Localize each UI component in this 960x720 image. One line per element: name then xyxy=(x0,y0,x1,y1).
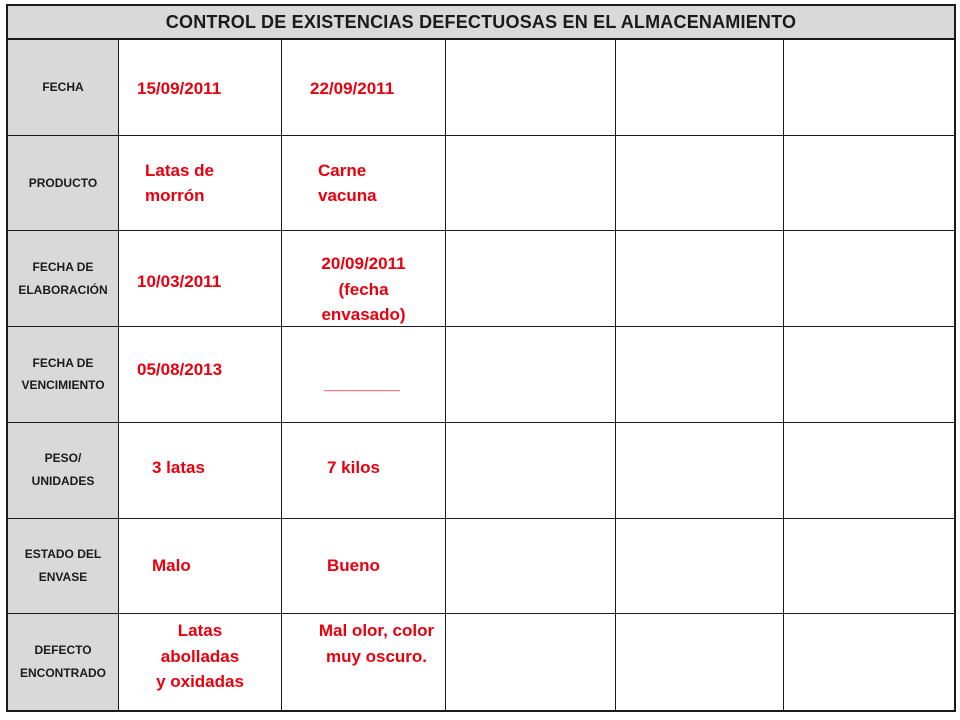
table-cell xyxy=(282,423,446,519)
table-cell xyxy=(282,40,446,136)
vencimiento-entry-1: 05/08/2013 xyxy=(137,360,223,380)
row-label-fecha: FECHA xyxy=(8,40,119,136)
empty-cell xyxy=(446,327,616,423)
empty-cell xyxy=(446,519,616,615)
peso-entry-1: 3 latas xyxy=(152,457,205,477)
empty-cell xyxy=(446,423,616,519)
empty-cell xyxy=(446,614,616,710)
producto-entry-1: Latas de morrón xyxy=(145,160,214,206)
table-cell xyxy=(282,519,446,615)
table-cell xyxy=(119,614,282,710)
elaboracion-entry-1: 10/03/2011 xyxy=(137,272,222,292)
stock-control-sheet xyxy=(6,4,956,712)
defecto-entry-1: Latas abolladas y oxidadas xyxy=(156,621,244,692)
empty-cell xyxy=(446,40,616,136)
row-label-estado-envase: ESTADO DEL ENVASE xyxy=(8,519,119,615)
empty-cell xyxy=(616,423,784,519)
fecha-entry-1: 15/09/2011 xyxy=(137,79,222,98)
estado-entry-2: Bueno xyxy=(327,555,380,575)
table-cell xyxy=(282,614,446,710)
estado-entry-1: Malo xyxy=(152,555,191,575)
table-cell xyxy=(119,519,282,615)
row-label-defecto-encontrado: DEFECTO ENCONTRADO xyxy=(8,614,119,710)
empty-cell xyxy=(616,136,784,232)
empty-cell xyxy=(446,231,616,327)
empty-cell xyxy=(616,614,784,710)
fecha-entry-2: 22/09/2011 xyxy=(310,79,395,98)
row-label-fecha-vencimiento: FECHA DE VENCIMIENTO xyxy=(8,327,119,423)
producto-entry-2: Carne vacuna xyxy=(318,160,377,206)
empty-cell xyxy=(784,231,954,327)
vencimiento-entry-2: ________ xyxy=(324,374,400,394)
row-label-producto: PRODUCTO xyxy=(8,136,119,232)
table-cell xyxy=(119,423,282,519)
table-cell xyxy=(119,231,282,327)
empty-cell xyxy=(616,40,784,136)
row-label-fecha-elaboracion: FECHA DE ELABORACIÓN xyxy=(8,231,119,327)
empty-cell xyxy=(616,327,784,423)
table-cell xyxy=(282,231,446,327)
empty-cell xyxy=(784,519,954,615)
table-cell xyxy=(119,327,282,423)
table-cell xyxy=(119,40,282,136)
empty-cell xyxy=(784,423,954,519)
control-table xyxy=(8,40,954,710)
table-cell xyxy=(119,136,282,232)
peso-entry-2: 7 kilos xyxy=(327,457,380,477)
row-label-peso-unidades: PESO/ UNIDADES xyxy=(8,423,119,519)
sheet-title: CONTROL DE EXISTENCIAS DEFECTUOSAS EN EL ALMACENAMIENTO xyxy=(8,6,954,40)
empty-cell xyxy=(446,136,616,232)
empty-cell xyxy=(616,231,784,327)
table-cell xyxy=(282,327,446,423)
empty-cell xyxy=(784,614,954,710)
elaboracion-entry-2: 20/09/2011 (fecha envasado) xyxy=(321,254,406,325)
empty-cell xyxy=(784,136,954,232)
defecto-entry-2: Mal olor, color muy oscuro. xyxy=(318,621,435,666)
empty-cell xyxy=(616,519,784,615)
empty-cell xyxy=(784,327,954,423)
table-cell xyxy=(282,136,446,232)
empty-cell xyxy=(784,40,954,136)
